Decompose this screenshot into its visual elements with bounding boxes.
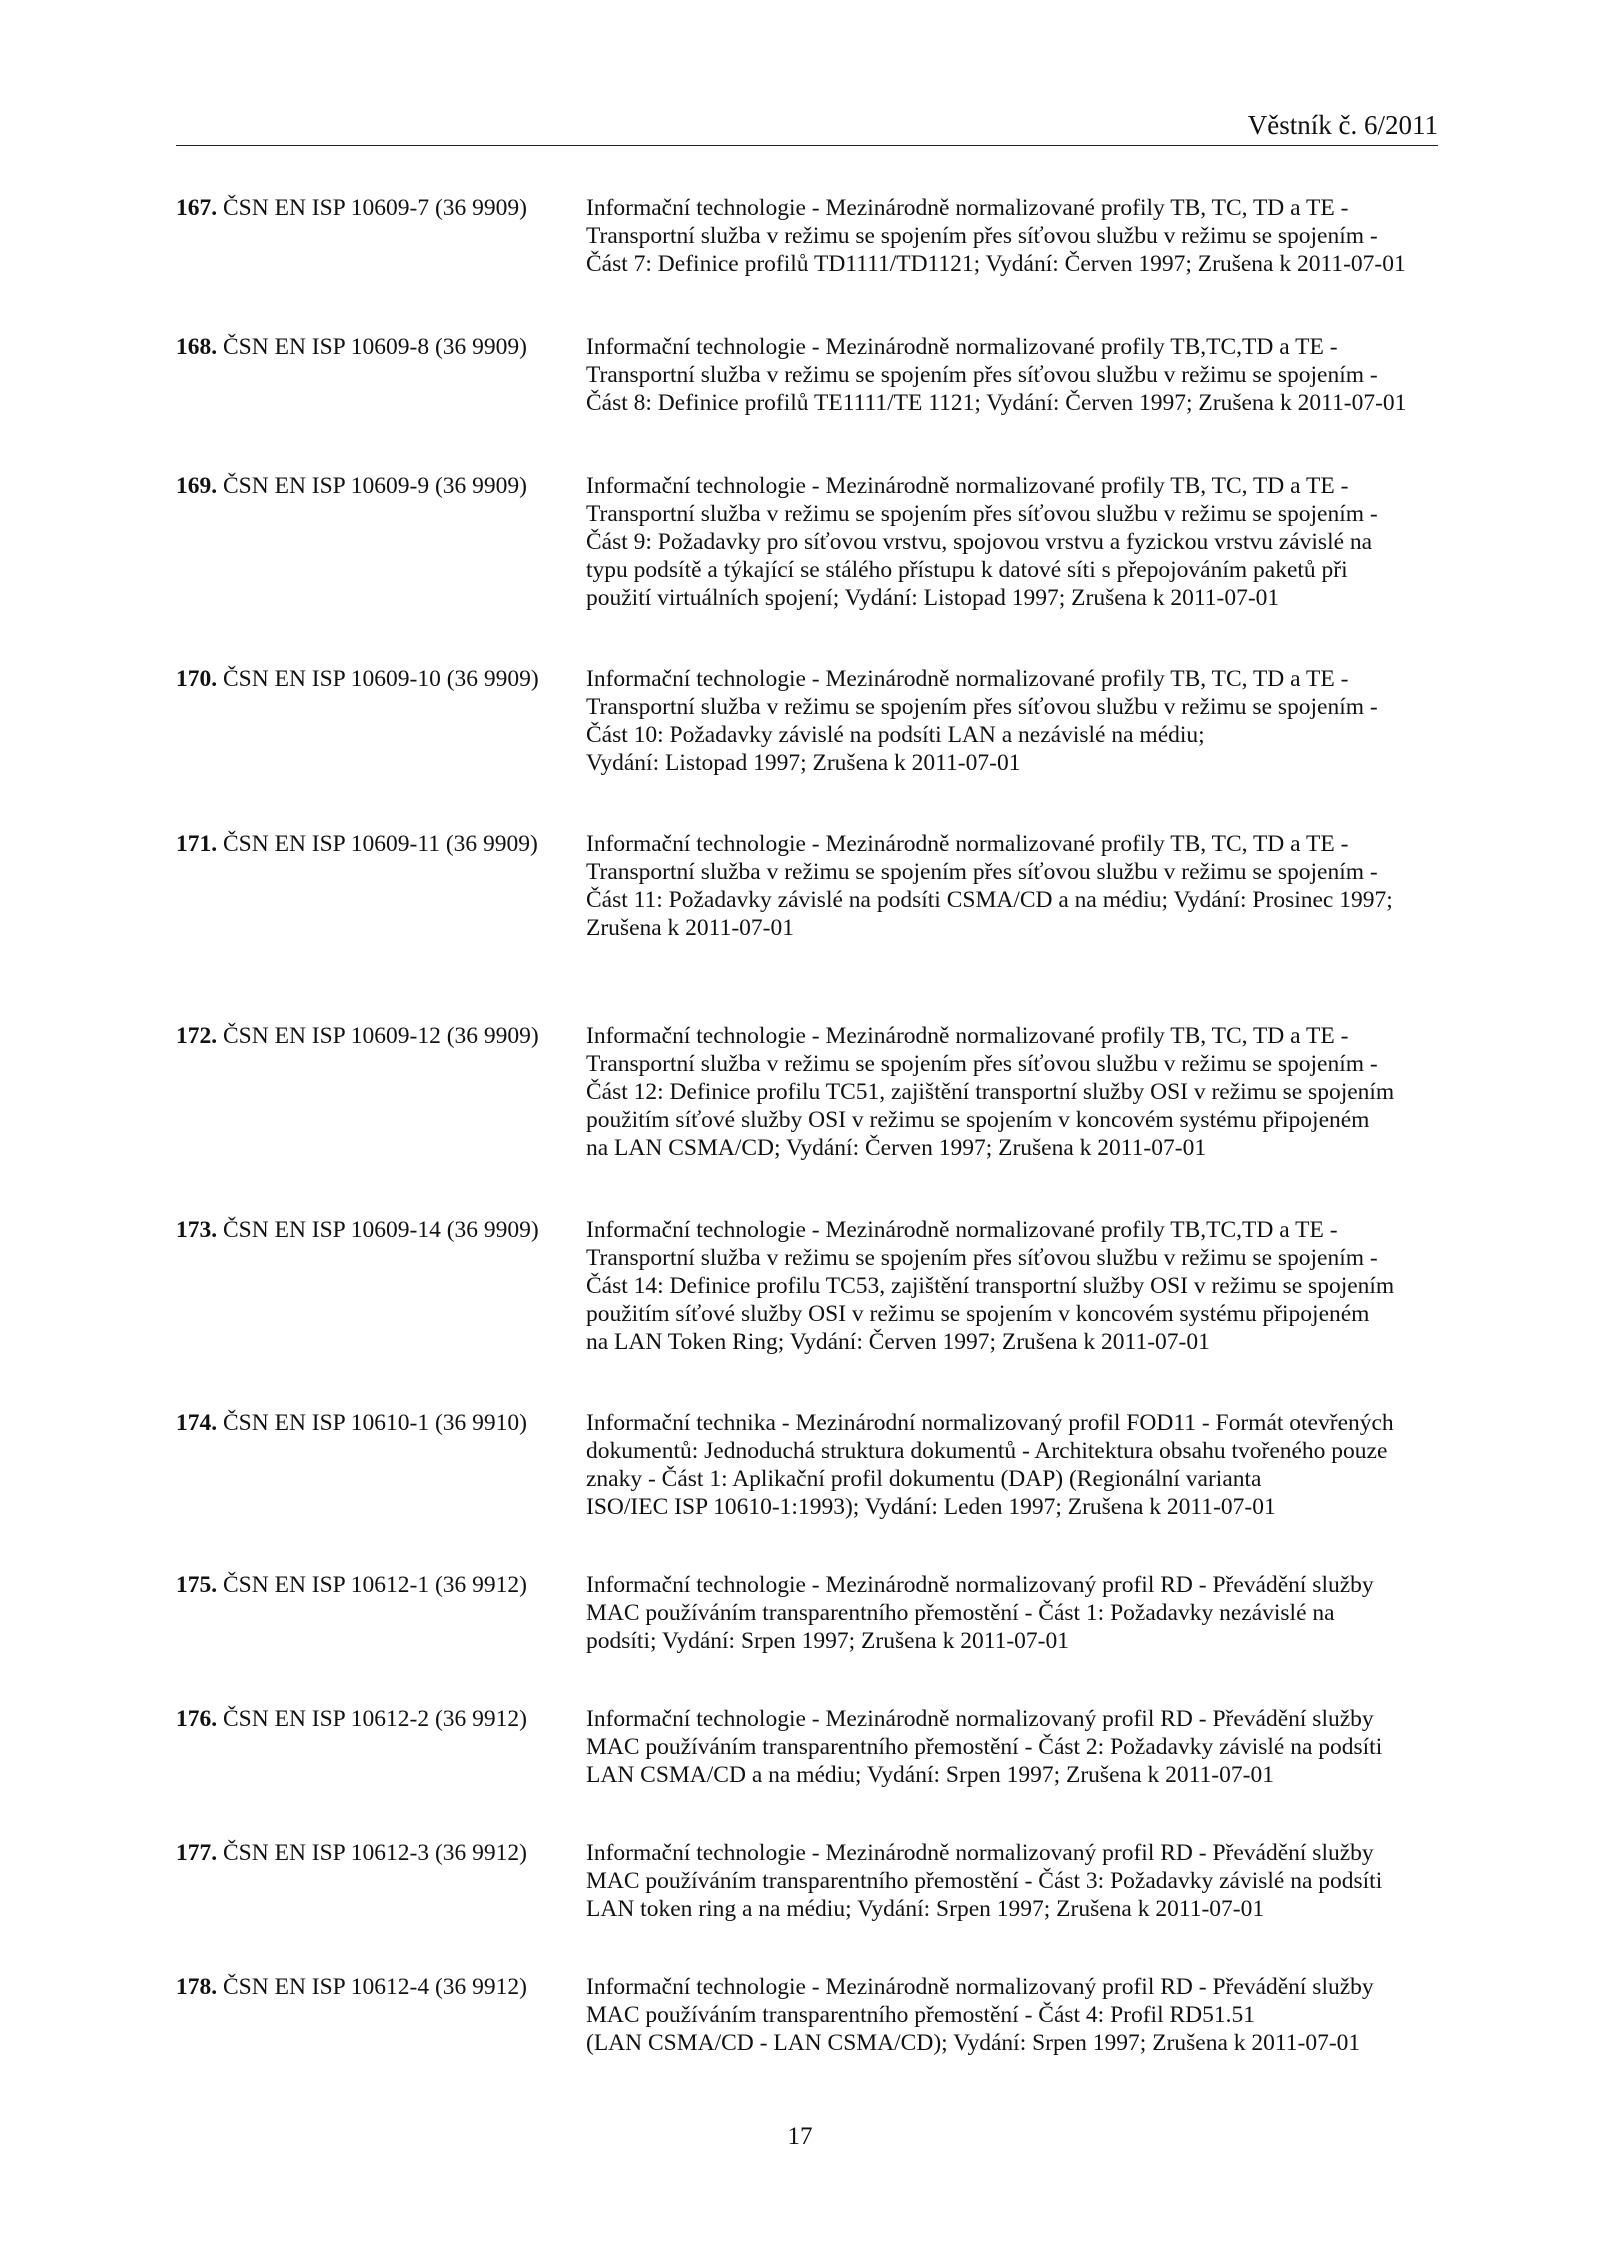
- entry-designation: [176, 194, 576, 222]
- description-line: Informační technologie - Mezinárodně normalizovaný profil RD - Převádění služby: [586, 1572, 1374, 1598]
- header-rule: [176, 145, 1438, 146]
- description-line: MAC používáním transparentního přemostění - Část 4: Profil RD51.51: [586, 2002, 1256, 2028]
- description-line: znaky - Část 1: Aplikační profil dokumentu (DAP) (Regionální varianta: [586, 1466, 1262, 1492]
- entry-number: 169.: [176, 473, 218, 499]
- description-line: Transportní služba v režimu se spojením přes síťovou službu v režimu se spojením -: [586, 859, 1378, 885]
- description-line: Transportní služba v režimu se spojením přes síťovou službu v režimu se spojením -: [586, 223, 1378, 249]
- entry-standard-code: ČSN EN ISP 10612-4 (36 9912): [223, 1974, 527, 2000]
- entry-number: 178.: [176, 1974, 218, 2000]
- entry-designation: [176, 830, 576, 858]
- description-line: Informační technologie - Mezinárodně normalizovaný profil RD - Převádění služby: [586, 1840, 1374, 1866]
- description-line: Transportní služba v režimu se spojením přes síťovou službu v režimu se spojením -: [586, 1051, 1378, 1077]
- description-line: LAN token ring a na médiu; Vydání: Srpen 1997; Zrušena k 2011-07-01: [586, 1896, 1265, 1922]
- description-line: na LAN CSMA/CD; Vydání: Červen 1997; Zrušena k 2011-07-01: [586, 1135, 1207, 1161]
- entry-number: 173.: [176, 1217, 218, 1243]
- description-line: Informační technologie - Mezinárodně normalizované profily TB, TC, TD a TE -: [586, 831, 1349, 857]
- description-line: použitím síťové služby OSI v režimu se spojením v koncovém systému připojeném: [586, 1301, 1370, 1327]
- entry-standard-code: ČSN EN ISP 10609-9 (36 9909): [223, 473, 527, 499]
- entry-designation: [176, 1409, 576, 1437]
- description-line: Transportní služba v režimu se spojením přes síťovou službu v režimu se spojením -: [586, 694, 1378, 720]
- description-line: podsíti; Vydání: Srpen 1997; Zrušena k 2011-07-01: [586, 1628, 1070, 1654]
- entry-description: [586, 1839, 1438, 1923]
- description-line: Část 12: Definice profilu TC51, zajištění transportní služby OSI v režimu se spojením: [586, 1079, 1395, 1105]
- description-line: Část 9: Požadavky pro síťovou vrstvu, spojovou vrstvu a fyzickou vrstvu závislé na: [586, 529, 1373, 555]
- entry-number: 172.: [176, 1023, 218, 1049]
- entry-standard-code: ČSN EN ISP 10612-1 (36 9912): [223, 1572, 527, 1598]
- entry-description: [586, 1973, 1438, 2057]
- entry-standard-code: ČSN EN ISP 10612-2 (36 9912): [223, 1706, 527, 1732]
- description-line: na LAN Token Ring; Vydání: Červen 1997; Zrušena k 2011-07-01: [586, 1329, 1210, 1355]
- description-line: Vydání: Listopad 1997; Zrušena k 2011-07-01: [586, 750, 1021, 776]
- entry-designation: [176, 1571, 576, 1599]
- entry-description: [586, 333, 1438, 417]
- entry-standard-code: ČSN EN ISP 10609-11 (36 9909): [223, 831, 538, 857]
- description-line: Informační technologie - Mezinárodně normalizované profily TB, TC, TD a TE -: [586, 666, 1349, 692]
- description-line: Informační technologie - Mezinárodně normalizované profily TB, TC, TD a TE -: [586, 1023, 1349, 1049]
- entry-designation: [176, 1839, 576, 1867]
- entry-standard-code: ČSN EN ISP 10609-14 (36 9909): [223, 1217, 539, 1243]
- entry-standard-code: ČSN EN ISP 10609-10 (36 9909): [223, 666, 539, 692]
- description-line: Transportní služba v režimu se spojením přes síťovou službu v režimu se spojením -: [586, 362, 1378, 388]
- entry-description: [586, 1216, 1438, 1356]
- entry-designation: [176, 333, 576, 361]
- entry-designation: [176, 1705, 576, 1733]
- entry-designation: [176, 1973, 576, 2001]
- entry-number: 168.: [176, 334, 218, 360]
- entry-standard-code: ČSN EN ISP 10612-3 (36 9912): [223, 1840, 527, 1866]
- description-line: Informační technologie - Mezinárodně normalizovaný profil RD - Převádění služby: [586, 1974, 1374, 2000]
- description-line: (LAN CSMA/CD - LAN CSMA/CD); Vydání: Srpen 1997; Zrušena k 2011-07-01: [586, 2030, 1361, 2056]
- description-line: použitím síťové služby OSI v režimu se spojením v koncovém systému připojeném: [586, 1107, 1370, 1133]
- description-line: Část 14: Definice profilu TC53, zajištění transportní služby OSI v režimu se spojením: [586, 1273, 1395, 1299]
- description-line: Informační technika - Mezinárodní normalizovaný profil FOD11 - Formát otevřených: [586, 1410, 1394, 1436]
- entry-designation: [176, 665, 576, 693]
- entry-description: [586, 472, 1438, 612]
- description-line: MAC používáním transparentního přemostění - Část 3: Požadavky závislé na podsíti: [586, 1868, 1383, 1894]
- entry-number: 175.: [176, 1572, 218, 1598]
- entry-standard-code: ČSN EN ISP 10609-12 (36 9909): [223, 1023, 539, 1049]
- description-line: Informační technologie - Mezinárodně normalizované profily TB,TC,TD a TE -: [586, 1217, 1338, 1243]
- entry-number: 174.: [176, 1410, 218, 1436]
- description-line: Část 10: Požadavky závislé na podsíti LAN a nezávislé na médiu;: [586, 722, 1205, 748]
- description-line: MAC používáním transparentního přemostění - Část 1: Požadavky nezávislé na: [586, 1600, 1335, 1626]
- entry-number: 177.: [176, 1840, 218, 1866]
- description-line: Informační technologie - Mezinárodně normalizované profily TB,TC,TD a TE -: [586, 334, 1338, 360]
- description-line: Část 7: Definice profilů TD1111/TD1121; Vydání: Červen 1997; Zrušena k 2011-07-01: [586, 251, 1406, 277]
- entry-designation: [176, 472, 576, 500]
- entry-description: [586, 665, 1438, 777]
- entry-description: [586, 1705, 1438, 1789]
- description-line: LAN CSMA/CD a na médiu; Vydání: Srpen 1997; Zrušena k 2011-07-01: [586, 1762, 1274, 1788]
- description-line: MAC používáním transparentního přemostění - Část 2: Požadavky závislé na podsíti: [586, 1734, 1383, 1760]
- description-line: Informační technologie - Mezinárodně normalizované profily TB, TC, TD a TE -: [586, 195, 1349, 221]
- entry-description: [586, 1409, 1438, 1521]
- description-line: Část 11: Požadavky závislé na podsíti CSMA/CD a na médiu; Vydání: Prosinec 1997;: [586, 887, 1393, 913]
- entry-description: [586, 1022, 1438, 1162]
- description-line: typu podsítě a týkající se stálého přístupu k datové síti s přepojováním paketů při: [586, 557, 1348, 583]
- description-line: Informační technologie - Mezinárodně normalizované profily TB, TC, TD a TE -: [586, 473, 1349, 499]
- entry-standard-code: ČSN EN ISP 10609-7 (36 9909): [223, 195, 527, 221]
- description-line: Část 8: Definice profilů TE1111/TE 1121; Vydání: Červen 1997; Zrušena k 2011-07-01: [586, 390, 1407, 416]
- entry-designation: [176, 1022, 576, 1050]
- entry-description: [586, 830, 1438, 942]
- entry-description: [586, 1571, 1438, 1655]
- description-line: Transportní služba v režimu se spojením přes síťovou službu v režimu se spojením -: [586, 501, 1378, 527]
- entry-designation: [176, 1216, 576, 1244]
- description-line: použití virtuálních spojení; Vydání: Listopad 1997; Zrušena k 2011-07-01: [586, 585, 1280, 611]
- description-line: Transportní služba v režimu se spojením přes síťovou službu v režimu se spojením -: [586, 1245, 1378, 1271]
- entry-number: 176.: [176, 1706, 218, 1732]
- entry-standard-code: ČSN EN ISP 10610-1 (36 9910): [223, 1410, 527, 1436]
- entry-number: 170.: [176, 666, 218, 692]
- description-line: dokumentů: Jednoduchá struktura dokumentů - Architektura obsahu tvořeného pouze: [586, 1438, 1388, 1464]
- description-line: Zrušena k 2011-07-01: [586, 915, 794, 941]
- page-number: 17: [787, 2123, 813, 2150]
- entry-number: 171.: [176, 831, 218, 857]
- entry-description: [586, 194, 1438, 278]
- entry-number: 167.: [176, 195, 218, 221]
- entry-standard-code: ČSN EN ISP 10609-8 (36 9909): [223, 334, 527, 360]
- journal-header: Věstník č. 6/2011: [1247, 110, 1438, 140]
- description-line: ISO/IEC ISP 10610-1:1993); Vydání: Leden 1997; Zrušena k 2011-07-01: [586, 1494, 1276, 1520]
- description-line: Informační technologie - Mezinárodně normalizovaný profil RD - Převádění služby: [586, 1706, 1374, 1732]
